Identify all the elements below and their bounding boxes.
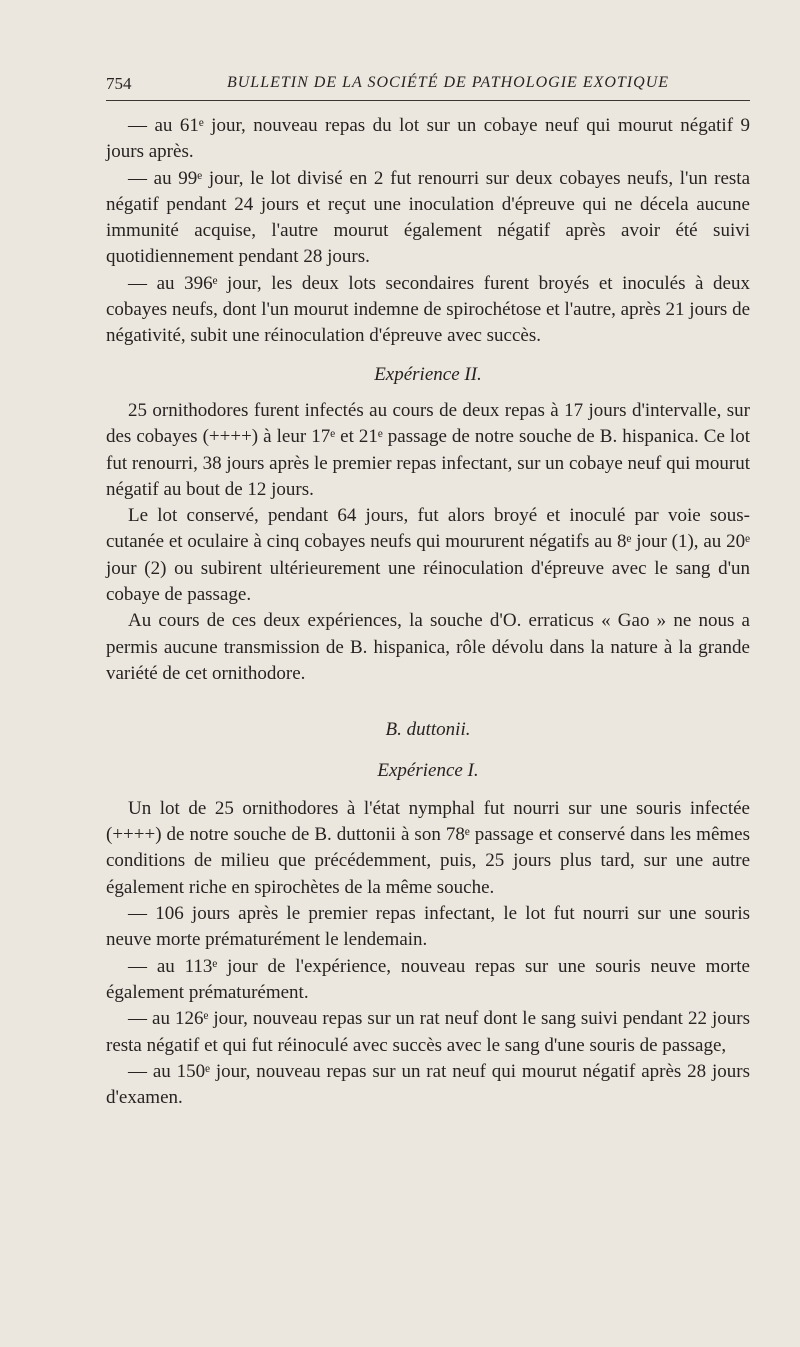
section-heading: Expérience I. [377,759,479,781]
paragraph: Le lot conservé, pendant 64 jours, fut alors broyé et inoculé par voie sous-cutanée et oculaire à cinq cobayes neufs qui moururent négatifs au 8ᵉ jour (1), au 20ᵉ jour (2) ou subirent ultérieurement une réinoculation d'épreuve avec le sang d'un cobaye de passage. [106,505,750,606]
page-header [106,70,750,101]
species-heading: B. duttonii. [385,719,471,741]
paragraph: — au 126ᵉ jour, nouveau repas sur un rat neuf dont le sang suivi pendant 22 jours resta négatif et qui fut réinoculé avec succès avec le sang d'une souris de passage, [106,1008,750,1056]
running-title: BULLETIN DE LA SOCIÉTÉ DE PATHOLOGIE EXOTIQUE [226,74,670,91]
paragraph: — au 113ᵉ jour de l'expérience, nouveau repas sur une souris neuve morte également prématurément. [106,955,750,1003]
paragraph: — au 99ᵉ jour, le lot divisé en 2 fut renourri sur deux cobayes neufs, l'un resta négatif pendant 24 jours et reçut une inoculation d'épreuve qui ne décela aucune immunité acquise, l'autre mourut également négatif après avoir été suivi quotidiennement pendant 28 jours. [106,167,750,268]
section-heading: Expérience II. [374,363,482,385]
paragraph: Au cours de ces deux expériences, la souche d'O. erraticus « Gao » ne nous a permis aucune transmission de B. hispanica, rôle dévolu dans la nature à la grande variété de cet ornithodore. [106,610,750,684]
paragraph: 25 ornithodores furent infectés au cours de deux repas à 17 jours d'intervalle, sur des cobayes (++++) à leur 17ᵉ et 21ᵉ passage de notre souche de B. hispanica. Ce lot fut renourri, 38 jours après le premier repas infectant, sur un cobaye neuf qui mourut négatif au bout de 12 jours. [106,399,750,500]
body-text [106,113,750,1111]
page-number: 754 [106,74,132,93]
paragraph: — au 150ᵉ jour, nouveau repas sur un rat neuf qui mourut négatif après 28 jours d'examen. [106,1060,750,1109]
paragraph: — au 396ᵉ jour, les deux lots secondaires furent broyés et inoculés à deux cobayes neufs, dont l'un mourut indemne de spirochétose et l'autre, après 21 jours de négativité, subit une réinoculation d'épreuve avec succès. [106,272,750,347]
paragraph: Un lot de 25 ornithodores à l'état nymphal fut nourri sur une souris infectée (++++) de notre souche de B. duttonii à son 78ᵉ passage et conservé dans les mêmes conditions de milieu que précédemment, puis, 25 jours plus tard, sur une autre également riche en spirochètes de la même souche. [106,797,750,898]
paragraph: — 106 jours après le premier repas infectant, le lot fut nourri sur une souris neuve morte prématurément le lendemain. [106,903,750,951]
paragraph: — au 61ᵉ jour, nouveau repas du lot sur un cobaye neuf qui mourut négatif 9 jours après. [106,115,750,163]
